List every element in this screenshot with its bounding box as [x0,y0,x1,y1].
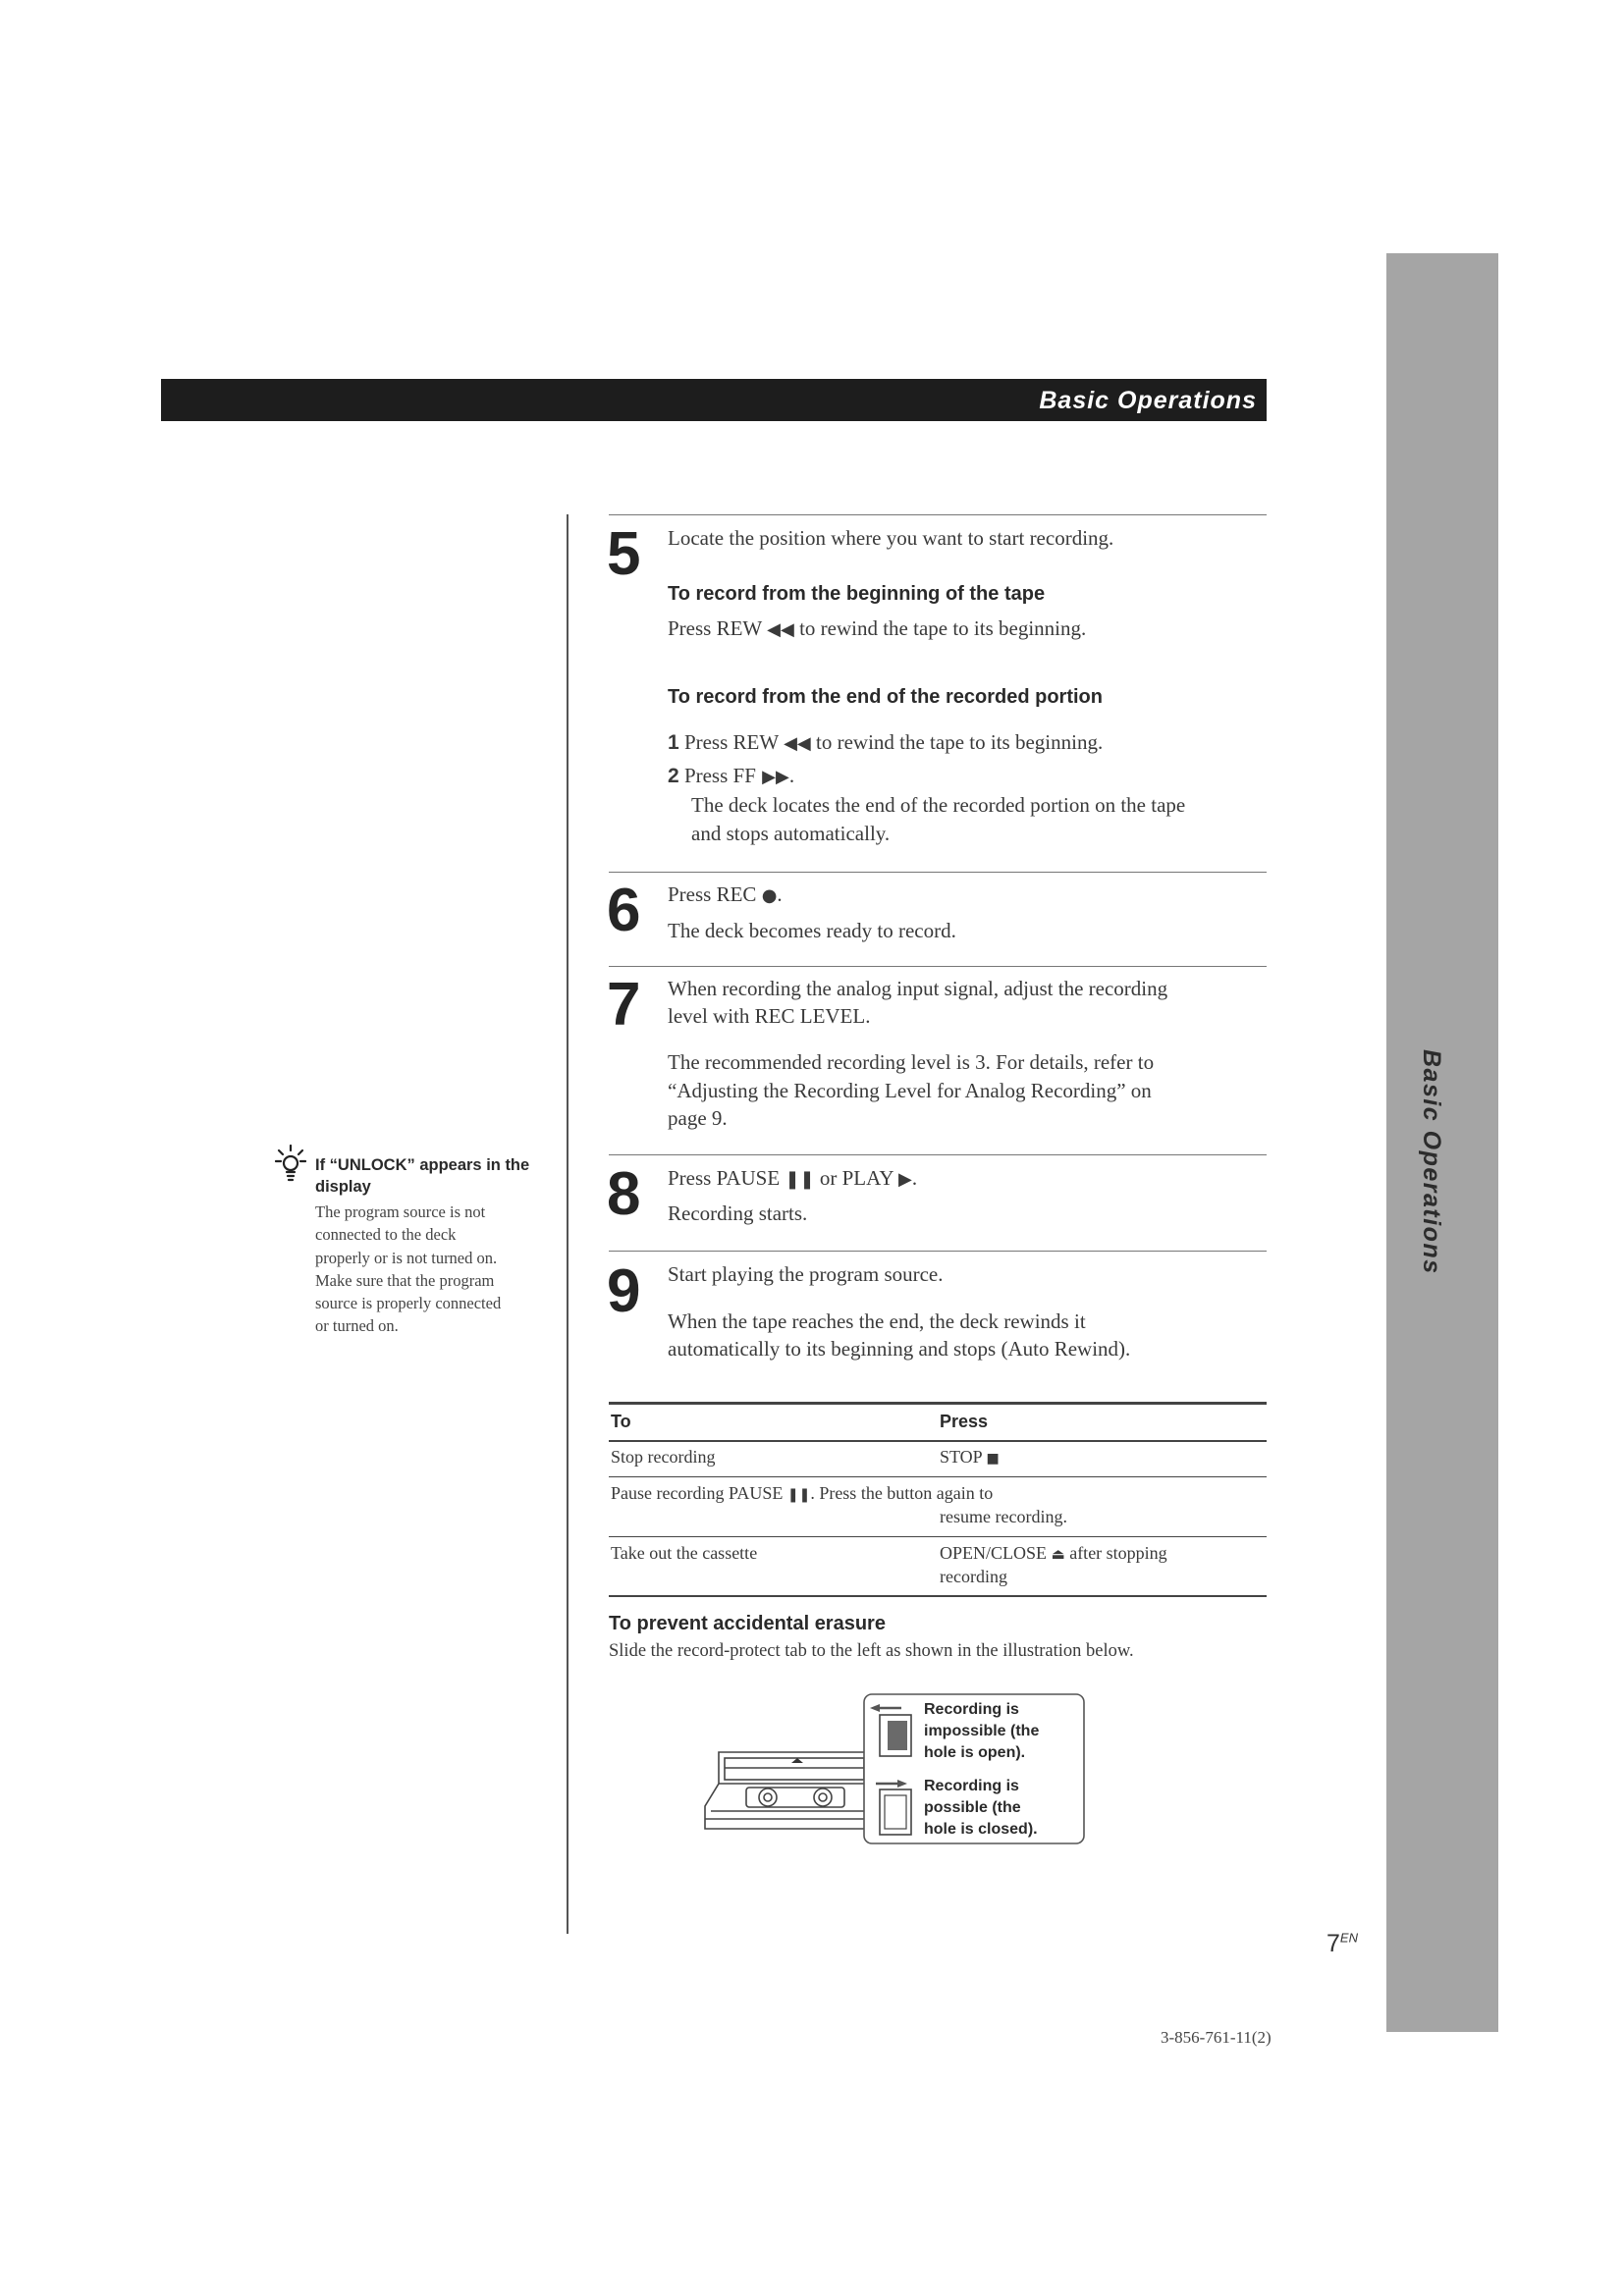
table-row-rule [609,1476,1267,1477]
tip-body-line: connected to the deck [315,1225,457,1245]
step-7-number: 7 [607,971,641,1039]
step-5-rewind-instruction: Press REW ◀◀ to rewind the tape to its beginning. [668,616,1087,640]
table-cell-to: Take out the cassette [611,1543,758,1563]
step-5-subheading-end: To record from the end of the recorded portion [668,686,1103,708]
step-5-number: 5 [607,520,641,588]
step-9-number: 9 [607,1257,641,1325]
callout-open-line: impossible (the [924,1723,1040,1739]
step-5-text: Locate the position where you want to start recording. [668,526,1114,550]
tip-body-line: properly or is not turned on. [315,1248,498,1267]
table-cell-press: OPEN/CLOSE ⏏ after stopping [940,1543,1167,1563]
tip-body-line: The program source is not [315,1202,486,1221]
callout-closed-line: Recording is [924,1778,1019,1794]
step-9-line-3: automatically to its beginning and stops (Auto Rewind). [668,1337,1131,1361]
step-5-item-2: 2 Press FF ▶▶. [668,764,795,787]
tip-body-line: Make sure that the program [315,1270,495,1290]
pause-icon: ❚❚ [786,1487,811,1503]
step-5-item-1: 1 Press REW ◀◀ to rewind the tape to its beginning. [668,730,1104,754]
step-6-divider [609,872,1267,873]
stop-icon: ■ [986,1451,1000,1467]
step-8-line-1: Press PAUSE ❚❚ or PLAY ▶. [668,1166,918,1190]
page-number-language: EN [1339,1930,1358,1946]
table-row-rule [609,1440,1267,1442]
cassette-record-protect-illustration [677,1693,1100,1860]
step-7-note-line: The recommended recording level is 3. For details, refer to [668,1050,1155,1074]
tip-body [315,1201,551,1338]
step-6-line-2: The deck becomes ready to record. [668,919,956,942]
lightbulb-hint-icon [275,1145,306,1184]
table-bottom-rule [609,1595,1267,1597]
chapter-thumb-tab-label: Basic Operations [1418,1049,1445,1275]
table-cell-to: Stop recording [611,1447,716,1467]
table-cell-press: STOP ■ [940,1447,1000,1467]
step-5-item-2-detail: and stops automatically. [691,822,891,845]
step-7-note-line: page 9. [668,1106,728,1130]
step-5-item-2-detail: The deck locates the end of the recorded portion on the tape [691,793,1186,817]
pause-icon: ❚❚ [785,1169,815,1190]
erasure-heading: To prevent accidental erasure [609,1613,886,1634]
step-9-divider [609,1251,1267,1252]
callout-closed-line: hole is closed). [924,1821,1038,1838]
play-icon: ▶ [897,1169,912,1190]
step-9-line-1: Start playing the program source. [668,1262,944,1286]
section-title: Basic Operations [1039,387,1257,414]
tip-heading: If “UNLOCK” appears in the display [315,1156,530,1196]
document-code: 3-856-761-11(2) [1161,2028,1272,2047]
section-header-bar [161,379,1267,421]
tip-body-line: source is properly connected [315,1294,502,1313]
callout-open-line: hole is open). [924,1744,1026,1761]
tip-body-line: or turned on. [315,1316,399,1336]
step-6-line-1: Press REC ●. [668,882,783,906]
table-cell-press: recording [940,1567,1007,1586]
table-row-rule [609,1536,1267,1537]
step-8-divider [609,1154,1267,1155]
fast-forward-icon: ▶▶ [755,767,789,787]
step-7-note-line: “Adjusting the Recording Level for Analog Recording” on [668,1079,1152,1102]
step-7-line-2: level with REC LEVEL. [668,1004,871,1028]
table-header-to: To [611,1412,631,1431]
callout-open-line: Recording is [924,1701,1019,1718]
step-5-divider [609,514,1267,515]
page-number: $7^{EN}$ [1326,1930,1358,1957]
column-divider [567,514,568,1934]
step-9-line-2: When the tape reaches the end, the deck rewinds it [668,1309,1086,1333]
eject-icon: ⏏ [1051,1545,1065,1563]
rewind-icon: ◀◀ [784,733,811,754]
step-7-line-1: When recording the analog input signal, adjust the recording [668,977,1168,1000]
table-cell-to-press-combined: Pause recording PAUSE ❚❚. Press the button again to [611,1483,994,1503]
step-8-number: 8 [607,1160,641,1228]
callout-closed-line: possible (the [924,1799,1021,1816]
record-icon: ● [761,885,778,906]
step-6-number: 6 [607,877,641,944]
cassette-body [705,1752,886,1829]
table-cell-press: resume recording. [940,1507,1067,1526]
rewind-icon: ◀◀ [767,619,794,640]
table-top-rule [609,1402,1267,1405]
table-header-press: Press [940,1412,989,1431]
erasure-text: Slide the record-protect tab to the left as shown in the illustration below. [609,1641,1134,1661]
step-5-subheading-beginning: To record from the beginning of the tape [668,583,1046,605]
step-8-line-2: Recording starts. [668,1201,808,1225]
step-7-divider [609,966,1267,967]
